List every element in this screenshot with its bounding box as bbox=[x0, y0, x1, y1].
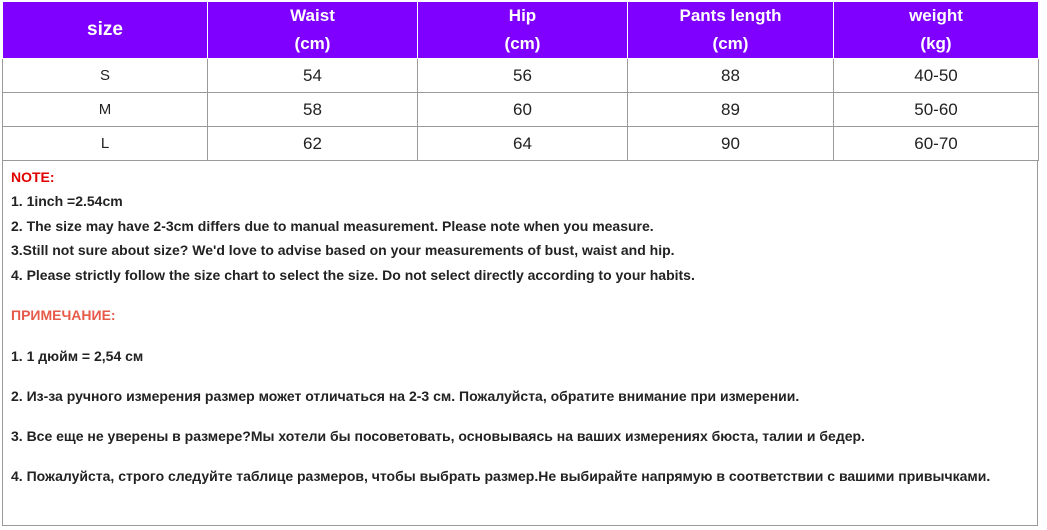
note-item-ru: 1. 1 дюйм = 2,54 см bbox=[11, 348, 144, 364]
header-size: size bbox=[3, 2, 208, 59]
table-row bbox=[3, 59, 1039, 93]
cell-size: L bbox=[3, 127, 208, 161]
notes-section bbox=[2, 161, 1038, 526]
header-waist: Waist (cm) bbox=[208, 2, 418, 59]
note-item-ru: 3. Все еще не уверены в размере?Мы хотели бы посоветовать, основываясь на ваших измерениях бюста, талии и бедер. bbox=[11, 428, 865, 444]
note-item-en: 1. 1inch =2.54cm bbox=[11, 193, 123, 209]
note-title-en: NOTE: bbox=[11, 169, 55, 185]
cell-waist: 54 bbox=[208, 59, 418, 93]
table-header-row bbox=[3, 2, 1039, 59]
note-item-en: 2. The size may have 2-3cm differs due to manual measurement. Please note when you measure. bbox=[11, 217, 654, 234]
table-row bbox=[3, 127, 1039, 161]
header-weight: weight (kg) bbox=[834, 2, 1039, 59]
cell-weight: 50-60 bbox=[834, 93, 1039, 127]
cell-pants-length: 88 bbox=[628, 59, 834, 93]
table-row bbox=[3, 93, 1039, 127]
cell-size: S bbox=[3, 59, 208, 93]
cell-weight: 40-50 bbox=[834, 59, 1039, 93]
cell-pants-length: 90 bbox=[628, 127, 834, 161]
note-item-ru: 4. Пожалуйста, строго следуйте таблице размеров, чтобы выбрать размер.Не выбирайте напрямую в соответствии с вашими привычками. bbox=[11, 468, 991, 484]
note-item-en: 3.Still not sure about size? We'd love to advise based on your measurements of bust, waist and hip. bbox=[11, 242, 675, 258]
cell-size: M bbox=[3, 93, 208, 127]
note-item-ru: 2. Из-за ручного измерения размер может отличаться на 2-3 см. Пожалуйста, обратите внимание при измерении. bbox=[11, 388, 800, 404]
note-title-ru: ПРИМЕЧАНИЕ: bbox=[11, 307, 116, 323]
note-item-en: 4. Please strictly follow the size chart to select the size. Do not select directly according to your habits. bbox=[11, 266, 695, 283]
size-table bbox=[2, 1, 1039, 161]
cell-hip: 64 bbox=[418, 127, 628, 161]
cell-hip: 56 bbox=[418, 59, 628, 93]
cell-weight: 60-70 bbox=[834, 127, 1039, 161]
cell-waist: 58 bbox=[208, 93, 418, 127]
header-hip: Hip (cm) bbox=[418, 2, 628, 59]
cell-hip: 60 bbox=[418, 93, 628, 127]
size-chart-document bbox=[2, 1, 1042, 527]
cell-waist: 62 bbox=[208, 127, 418, 161]
cell-pants-length: 89 bbox=[628, 93, 834, 127]
header-pants-length: Pants length (cm) bbox=[628, 2, 834, 59]
